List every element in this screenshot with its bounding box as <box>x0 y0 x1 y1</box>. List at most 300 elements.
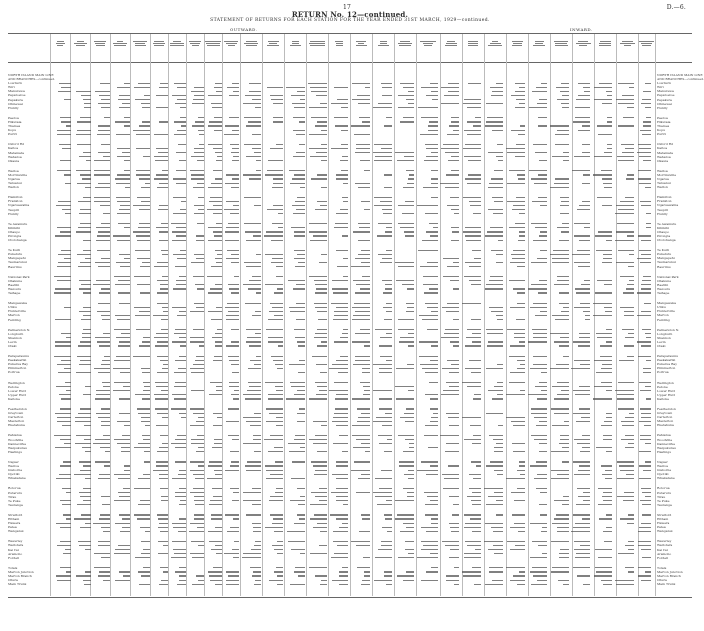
table-cell <box>460 185 482 189</box>
right-station-name: Te Puke <box>657 498 670 503</box>
left-station-name: Greytown <box>8 411 24 416</box>
table-cell <box>187 582 205 586</box>
table-cell <box>92 106 112 110</box>
table-cell <box>349 159 371 163</box>
left-station-name: Ohura <box>8 578 18 583</box>
right-station-name: Main Trunk <box>657 582 676 587</box>
table-cell <box>169 132 187 136</box>
table-cell <box>548 556 570 560</box>
table-cell <box>131 503 151 507</box>
table-cell <box>460 344 482 348</box>
right-station-name: Rotorua <box>657 486 670 491</box>
left-station-name: Fordell <box>8 555 20 560</box>
table-cell <box>187 291 205 295</box>
table-cell <box>262 185 284 189</box>
table-cell <box>187 212 205 216</box>
column-header <box>395 40 415 47</box>
table-cell <box>460 212 482 216</box>
table-cell <box>548 450 570 454</box>
table-cell <box>570 582 592 586</box>
table-cell <box>349 238 371 242</box>
left-station-name: Kaitoke <box>8 396 20 401</box>
table-cell <box>240 238 262 242</box>
table-cell <box>613 212 635 216</box>
table-cell <box>526 291 548 295</box>
table-cell <box>460 423 482 427</box>
table-cell <box>111 582 131 586</box>
table-cell <box>240 132 262 136</box>
table-cell <box>526 238 548 242</box>
table-cell <box>306 450 328 454</box>
table-cell <box>349 556 371 560</box>
table-cell <box>169 106 187 110</box>
table-cell <box>371 291 393 295</box>
table-cell <box>570 476 592 480</box>
table-cell <box>72 132 92 136</box>
right-station-name: Matamata <box>657 150 673 155</box>
table-cell <box>240 212 262 216</box>
table-cell <box>570 265 592 269</box>
table-cell <box>371 370 393 374</box>
table-row <box>52 265 652 269</box>
right-station-name: Te Awamutu <box>657 221 677 226</box>
table-cell <box>92 238 112 242</box>
table-cell <box>393 344 415 348</box>
table-cell <box>262 132 284 136</box>
table-cell <box>151 370 169 374</box>
table-cell <box>187 397 205 401</box>
table-cell <box>131 476 151 480</box>
left-station-name: Walton <box>8 185 19 190</box>
table-row <box>52 344 652 348</box>
table-cell <box>349 582 371 586</box>
table-cell <box>223 132 241 136</box>
left-section-heading: AND BRANCHES—continued. <box>8 77 56 82</box>
page-subtitle: STATEMENT OF RETURNS FOR EACH STATION FOR THE YEAR ENDED 31ST MARCH, 1929—continued. <box>210 18 490 23</box>
table-cell <box>262 529 284 533</box>
table-cell <box>328 132 350 136</box>
table-cell <box>482 556 504 560</box>
table-cell <box>205 476 223 480</box>
column-header <box>329 40 349 47</box>
table-cell <box>262 582 284 586</box>
table-cell <box>591 132 613 136</box>
right-station-name: Wairoa <box>657 464 668 469</box>
left-station-name: Utiku <box>8 305 17 310</box>
table-cell <box>460 370 482 374</box>
table-cell <box>613 476 635 480</box>
table-cell <box>371 212 393 216</box>
left-station-name: National Park <box>8 274 30 279</box>
table-row <box>52 370 652 374</box>
table-cell <box>393 318 415 322</box>
table-cell <box>72 238 92 242</box>
table-cell <box>526 132 548 136</box>
table-cell <box>460 159 482 163</box>
table-cell <box>223 503 241 507</box>
table-cell <box>169 212 187 216</box>
table-cell <box>591 529 613 533</box>
left-station-name: Taupiri <box>8 207 20 212</box>
table-cell <box>131 450 151 454</box>
table-cell <box>131 397 151 401</box>
left-station-name: Taumarunui <box>8 260 27 265</box>
table-cell <box>131 238 151 242</box>
table-cell <box>635 106 652 110</box>
table-cell <box>240 344 262 348</box>
table-cell <box>169 503 187 507</box>
table-cell <box>439 556 461 560</box>
table-cell <box>92 450 112 454</box>
left-station-name: Oxford Rd <box>8 142 25 147</box>
table-cell <box>187 132 205 136</box>
left-station-name: Rotorua <box>8 486 21 491</box>
left-station-name: Paeroa <box>8 115 19 120</box>
table-cell <box>205 503 223 507</box>
table-cell <box>526 476 548 480</box>
right-station-name: Porirua <box>657 370 669 375</box>
table-cell <box>72 265 92 269</box>
table-cell <box>262 291 284 295</box>
column-header <box>551 40 571 47</box>
table-cell <box>460 291 482 295</box>
table-cell <box>52 318 72 322</box>
table-cell <box>415 291 439 295</box>
table-cell <box>415 423 439 427</box>
table-cell <box>613 397 635 401</box>
table-cell <box>205 529 223 533</box>
table-row <box>52 212 652 216</box>
table-cell <box>482 397 504 401</box>
table-cell <box>52 397 72 401</box>
table-cell <box>284 185 306 189</box>
table-cell <box>591 503 613 507</box>
right-station-name: Opotiki <box>657 472 669 477</box>
table-cell <box>635 423 652 427</box>
left-station-name: Paekakariki <box>8 358 27 363</box>
table-cell <box>570 450 592 454</box>
table-cell <box>72 185 92 189</box>
left-station-name: Marton Junction <box>8 569 34 574</box>
table-cell <box>262 450 284 454</box>
right-station-name: Plimmerton <box>657 366 676 371</box>
table-cell <box>72 106 92 110</box>
table-cell <box>92 529 112 533</box>
table-cell <box>92 397 112 401</box>
table-cell <box>187 318 205 322</box>
table-cell <box>482 159 504 163</box>
outward-heading: OUTWARD. <box>230 27 258 32</box>
table-cell <box>349 503 371 507</box>
table-cell <box>570 344 592 348</box>
table-cell <box>635 344 652 348</box>
table-cell <box>284 529 306 533</box>
table-cell <box>482 582 504 586</box>
table-cell <box>151 132 169 136</box>
table-cell <box>169 529 187 533</box>
right-station-name: Waitotara <box>657 543 673 548</box>
table-cell <box>460 582 482 586</box>
table-row <box>52 185 652 189</box>
table-cell <box>415 370 439 374</box>
table-cell <box>504 106 526 110</box>
table-row <box>52 423 652 427</box>
table-cell <box>240 291 262 295</box>
right-station-name: Longburn <box>657 331 673 336</box>
right-station-name: Dannevirke <box>657 441 676 446</box>
table-cell <box>504 318 526 322</box>
left-station-name: Huntly <box>8 211 19 216</box>
table-cell <box>482 450 504 454</box>
table-cell <box>328 476 350 480</box>
table-cell <box>205 370 223 374</box>
left-station-name: Tatuanui <box>8 181 22 186</box>
table-cell <box>131 212 151 216</box>
table-cell <box>284 265 306 269</box>
table-cell <box>393 106 415 110</box>
table-cell <box>504 212 526 216</box>
table-cell <box>72 556 92 560</box>
table-cell <box>570 132 592 136</box>
table-cell <box>439 185 461 189</box>
right-station-name: Petone <box>657 384 668 389</box>
table-cell <box>284 344 306 348</box>
left-station-name: Main Trunk <box>8 582 27 587</box>
table-cell <box>393 582 415 586</box>
table-cell <box>548 476 570 480</box>
table-cell <box>187 503 205 507</box>
table-cell <box>52 370 72 374</box>
table-cell <box>482 503 504 507</box>
table-cell <box>591 159 613 163</box>
right-station-name: Walton <box>657 185 668 190</box>
table-cell <box>570 159 592 163</box>
table-cell <box>111 529 131 533</box>
table-cell <box>223 370 241 374</box>
table-cell <box>92 503 112 507</box>
table-cell <box>306 476 328 480</box>
table-cell <box>131 185 151 189</box>
table-cell <box>439 159 461 163</box>
table-cell <box>415 529 439 533</box>
right-station-name: Wellington <box>657 380 674 385</box>
table-cell <box>72 159 92 163</box>
right-station-name: Carterton <box>657 415 673 420</box>
table-cell <box>306 212 328 216</box>
left-station-name: Whakatane <box>8 476 26 481</box>
right-station-name: Puketutu <box>657 252 672 257</box>
table-row <box>52 556 652 560</box>
table-cell <box>111 344 131 348</box>
table-cell <box>205 344 223 348</box>
table-cell <box>169 450 187 454</box>
table-cell <box>169 370 187 374</box>
table-cell <box>205 106 223 110</box>
table-cell <box>526 106 548 110</box>
table-cell <box>328 318 350 322</box>
left-station-name: Pukerua Bay <box>8 362 28 367</box>
table-cell <box>284 476 306 480</box>
right-station-name: Marton Junction <box>657 569 683 574</box>
left-station-name: Tirau <box>8 494 17 499</box>
table-cell <box>439 318 461 322</box>
table-cell <box>635 370 652 374</box>
table-cell <box>72 450 92 454</box>
right-station-name: Raurimu <box>657 264 671 269</box>
table-cell <box>205 450 223 454</box>
right-station-name: Eltham <box>657 516 669 521</box>
inward-heading: INWARD. <box>570 27 593 32</box>
table-cell <box>92 159 112 163</box>
table-cell <box>504 476 526 480</box>
table-cell <box>240 106 262 110</box>
table-cell <box>72 476 92 480</box>
column-header <box>573 40 593 47</box>
column-header <box>373 40 393 47</box>
column-header <box>417 40 439 47</box>
table-cell <box>223 106 241 110</box>
table-cell <box>111 212 131 216</box>
table-cell <box>306 106 328 110</box>
right-station-name: Puriri <box>657 132 667 137</box>
table-cell <box>570 529 592 533</box>
table-cell <box>205 397 223 401</box>
table-cell <box>393 556 415 560</box>
left-station-name: Te Puke <box>8 498 21 503</box>
table-row <box>52 476 652 480</box>
table-cell <box>439 450 461 454</box>
table-cell <box>92 318 112 322</box>
table-cell <box>72 397 92 401</box>
table-cell <box>328 370 350 374</box>
table-cell <box>613 556 635 560</box>
table-cell <box>151 556 169 560</box>
table-cell <box>371 265 393 269</box>
table-cell <box>635 159 652 163</box>
left-station-name: Otaki <box>8 343 17 348</box>
column-header <box>169 40 185 47</box>
right-station-name: Okauia <box>657 158 669 163</box>
right-station-name: Patea <box>657 525 666 530</box>
right-station-name: Pahiatua <box>657 433 671 438</box>
table-cell <box>613 106 635 110</box>
table-cell <box>328 344 350 348</box>
table-cell <box>393 476 415 480</box>
table-cell <box>393 265 415 269</box>
table-cell <box>306 318 328 322</box>
table-cell <box>284 238 306 242</box>
table-cell <box>223 185 241 189</box>
table-cell <box>613 582 635 586</box>
right-station-name: Napier <box>657 459 668 464</box>
right-station-name: Hastings <box>657 449 671 454</box>
table-cell <box>240 476 262 480</box>
table-cell <box>482 212 504 216</box>
right-station-name: Waipukurau <box>657 445 676 450</box>
table-cell <box>111 159 131 163</box>
table-cell <box>52 185 72 189</box>
right-station-name: Ohaupo <box>657 229 670 234</box>
table-cell <box>613 423 635 427</box>
table-cell <box>52 529 72 533</box>
table-cell <box>262 344 284 348</box>
column-divider <box>655 34 656 596</box>
table-cell <box>349 423 371 427</box>
table-cell <box>526 212 548 216</box>
table-cell <box>187 344 205 348</box>
table-cell <box>111 106 131 110</box>
table-row <box>52 450 652 454</box>
right-station-name: Woodville <box>657 437 673 442</box>
right-station-name: Stratford <box>657 512 672 517</box>
table-cell <box>504 344 526 348</box>
table-row <box>52 397 652 401</box>
left-station-name: Hunterville <box>8 309 26 314</box>
table-cell <box>526 318 548 322</box>
table-cell <box>131 106 151 110</box>
left-station-name: Wellington <box>8 380 25 385</box>
table-cell <box>223 212 241 216</box>
right-station-name: Ngarua <box>657 176 669 181</box>
table-cell <box>439 132 461 136</box>
table-cell <box>393 185 415 189</box>
left-station-name: Mangapehi <box>8 256 26 261</box>
table-cell <box>306 503 328 507</box>
left-station-name: Ngaruawahia <box>8 203 30 208</box>
table-cell <box>439 212 461 216</box>
left-station-name: Levin <box>8 339 17 344</box>
table-cell <box>349 185 371 189</box>
table-cell <box>635 476 652 480</box>
table-cell <box>482 185 504 189</box>
table-cell <box>349 344 371 348</box>
table-cell <box>548 159 570 163</box>
table-cell <box>284 132 306 136</box>
table-cell <box>169 397 187 401</box>
table-cell <box>111 476 131 480</box>
left-station-name: Dannevirke <box>8 441 27 446</box>
table-cell <box>151 265 169 269</box>
table-cell <box>526 265 548 269</box>
table-cell <box>613 529 635 533</box>
table-cell <box>328 159 350 163</box>
column-header <box>151 40 167 47</box>
right-station-name: Marton Branch <box>657 574 681 578</box>
table-cell <box>187 238 205 242</box>
table-cell <box>591 450 613 454</box>
table-cell <box>72 503 92 507</box>
table-cell <box>240 159 262 163</box>
table-cell <box>613 450 635 454</box>
table-cell <box>504 582 526 586</box>
table-cell <box>111 556 131 560</box>
left-station-name: Carterton <box>8 415 24 420</box>
table-cell <box>187 159 205 163</box>
table-cell <box>591 397 613 401</box>
right-station-name: Lower Hutt <box>657 388 676 393</box>
table-cell <box>393 159 415 163</box>
table-cell <box>570 397 592 401</box>
left-station-name: Taihape <box>8 291 21 296</box>
table-cell <box>439 291 461 295</box>
table-cell <box>169 423 187 427</box>
table-cell <box>613 159 635 163</box>
left-station-name: Waipukurau <box>8 445 27 450</box>
table-cell <box>526 397 548 401</box>
table-row <box>52 582 652 586</box>
left-station-name: Manurewa <box>8 89 25 94</box>
table-cell <box>328 556 350 560</box>
